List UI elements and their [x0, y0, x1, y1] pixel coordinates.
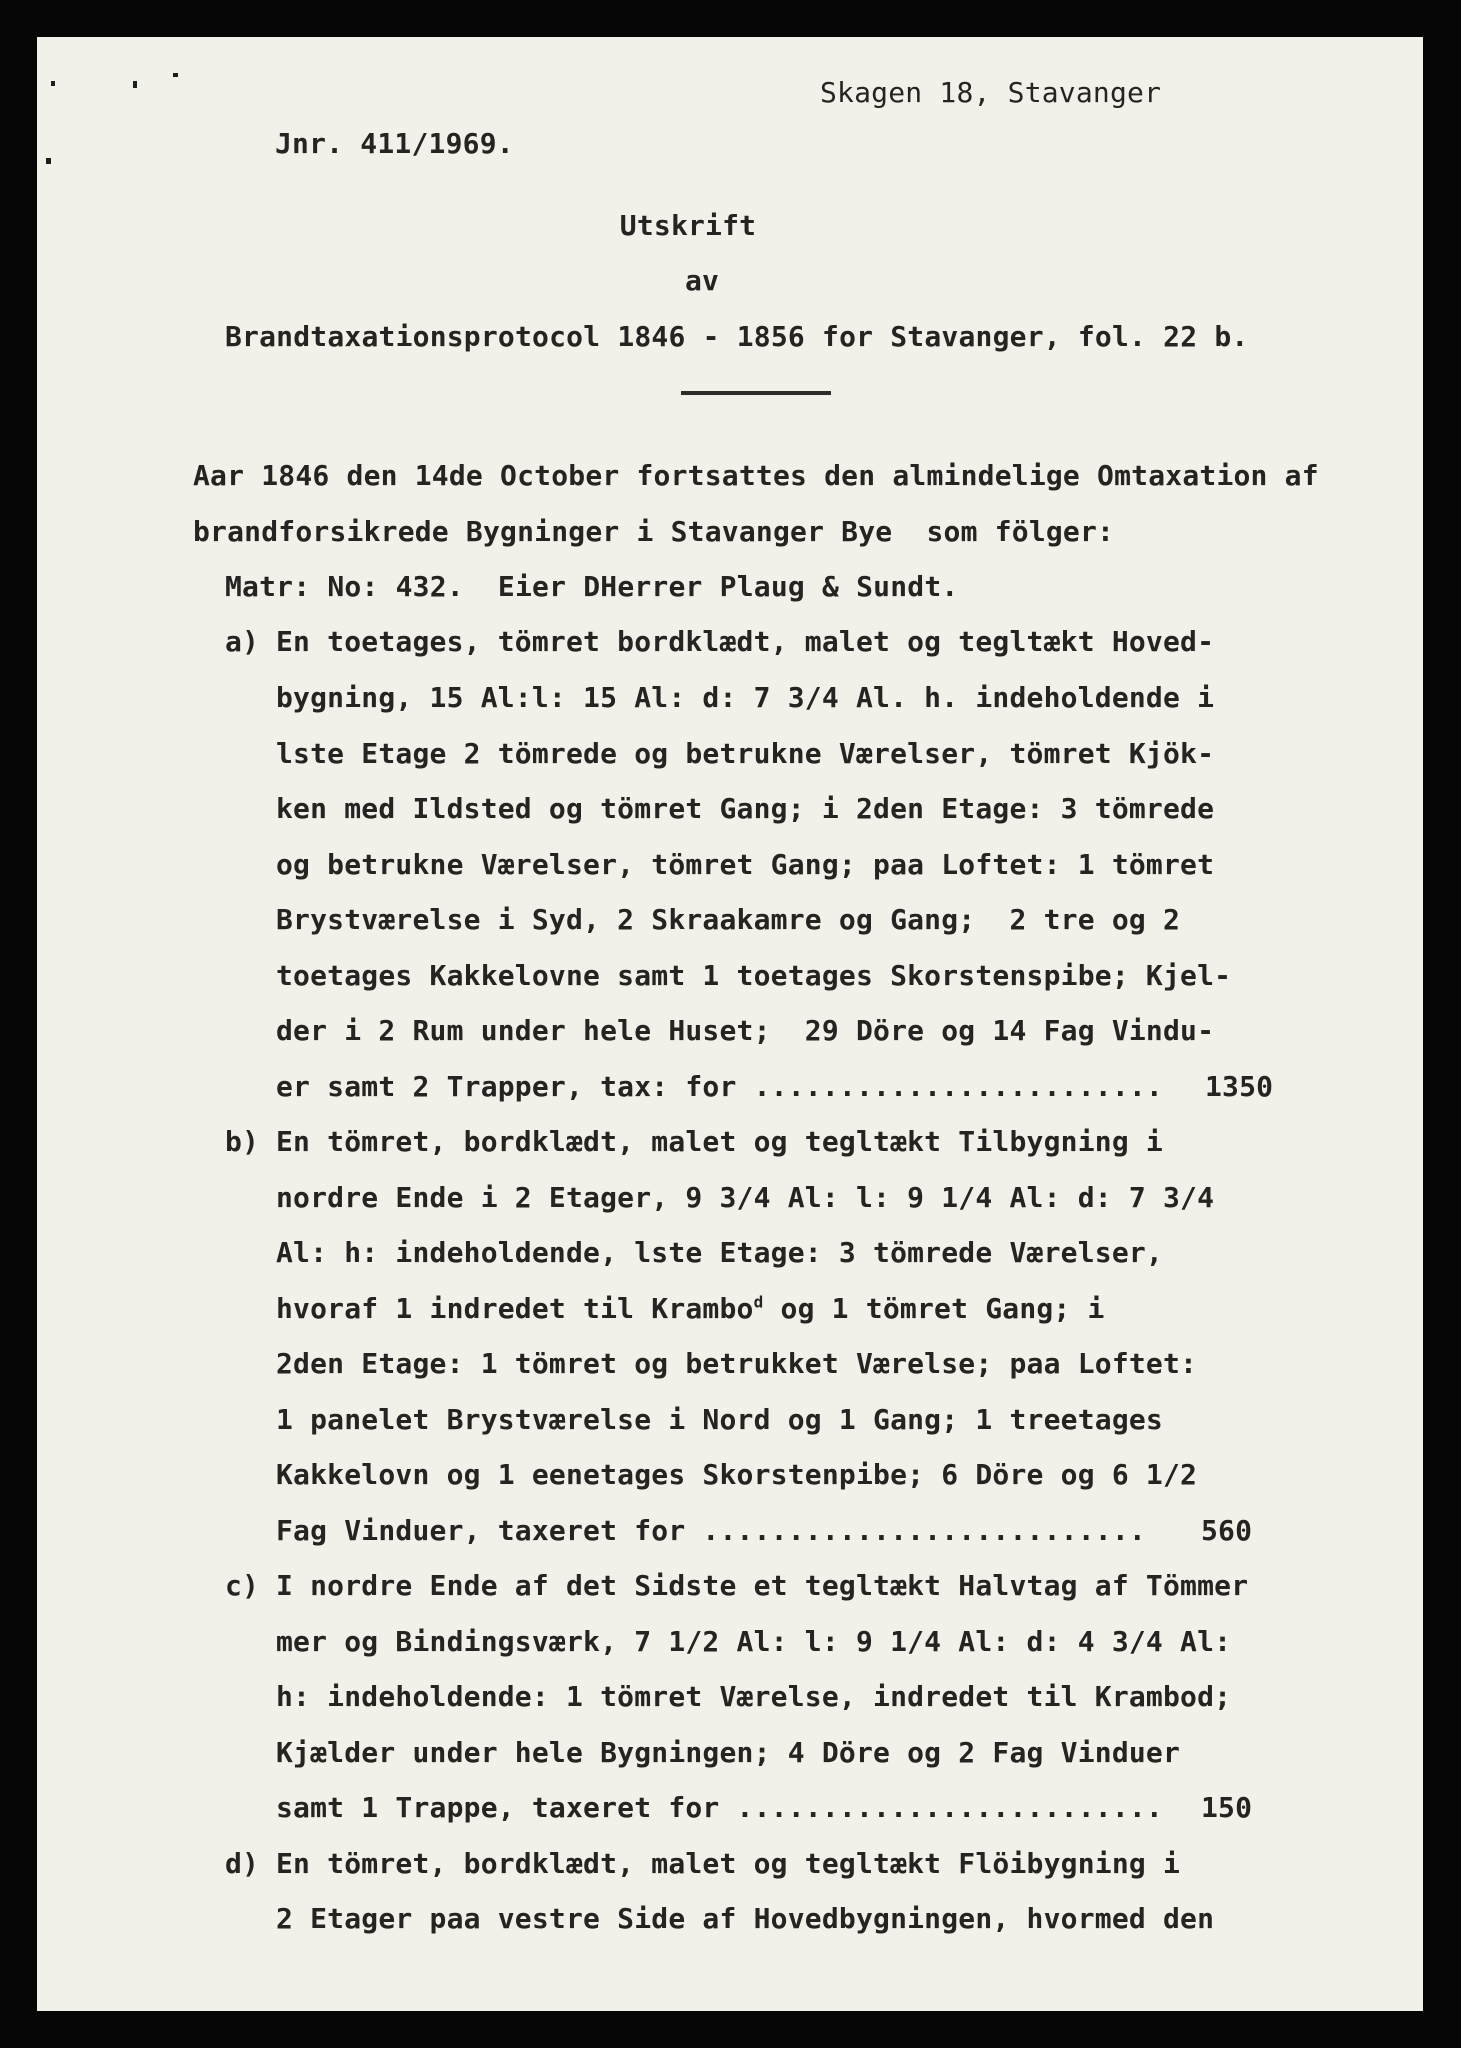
title-line-1: Utskrift: [619, 209, 757, 242]
item-c-amount: 150: [1201, 1791, 1253, 1824]
item-c-letter: c): [225, 1569, 260, 1602]
intro-line-2: brandforsikrede Bygninger i Stavanger Bye som fölger:: [193, 515, 1115, 548]
item-b-line: Kakkelovn og 1 eenetages Skorstenpibe; 6 Döre og 6 1/2: [276, 1458, 1198, 1491]
item-b-line: En tömret, bordklædt, malet og tegltækt Tilbygning i: [276, 1125, 1163, 1158]
item-a-line: er samt 2 Trapper, tax: for ........................: [276, 1070, 1163, 1103]
item-b-text: og 1 tömret Gang; i: [763, 1292, 1105, 1325]
item-a-line: Brystværelse i Syd, 2 Skraakamre og Gang; 2 tre og 2: [276, 903, 1181, 936]
item-b-superscript: d: [753, 1292, 764, 1312]
item-d-letter: d): [225, 1847, 260, 1880]
document-page: [37, 37, 1423, 2011]
item-d-line: 2 Etager paa vestre Side af Hovedbygningen, hvormed den: [276, 1902, 1215, 1935]
item-a-line: der i 2 Rum under hele Huset; 29 Döre og 14 Fag Vindu-: [276, 1014, 1215, 1047]
intro-line-1: Aar 1846 den 14de October fortsattes den almindelige Omtaxation af: [193, 459, 1319, 492]
item-b-line: Fag Vinduer, taxeret for ..........................: [276, 1514, 1146, 1547]
item-b-letter: b): [225, 1125, 260, 1158]
item-a-line: En toetages, tömret bordklædt, malet og tegltækt Hoved-: [276, 625, 1215, 658]
edge-speck: [133, 81, 137, 88]
item-a-line: lste Etage 2 tömrede og betrukne Værelser, tömret Kjök-: [276, 737, 1215, 770]
item-b-line: [276, 1291, 1105, 1327]
item-b-line: nordre Ende i 2 Etager, 9 3/4 Al: l: 9 1/4 Al: d: 7 3/4: [276, 1181, 1215, 1214]
item-b-amount: 560: [1201, 1514, 1253, 1547]
edge-speck: [46, 158, 51, 164]
edge-speck: [173, 73, 178, 77]
item-b-text: hvoraf 1 indredet til Krambo: [276, 1292, 754, 1325]
item-d-line: En tömret, bordklædt, malet og tegltækt Flöibygning i: [276, 1847, 1181, 1880]
item-a-line: bygning, 15 Al:l: 15 Al: d: 7 3/4 Al. h. indeholdende i: [276, 681, 1215, 714]
item-b-line: Al: h: indeholdende, lste Etage: 3 tömrede Værelser,: [276, 1236, 1163, 1269]
journal-number: Jnr. 411/1969.: [275, 127, 514, 160]
intro-line-3: Matr: No: 432. Eier DHerrer Plaug & Sundt.: [225, 570, 959, 603]
item-c-line: h: indeholdende: 1 tömret Værelse, indredet til Krambod;: [276, 1680, 1232, 1713]
item-c-line: mer og Bindingsværk, 7 1/2 Al: l: 9 1/4 Al: d: 4 3/4 Al:: [276, 1625, 1232, 1658]
item-b-line: 1 panelet Brystværelse i Nord og 1 Gang; 1 treetages: [276, 1403, 1163, 1436]
item-c-line: samt 1 Trappe, taxeret for .........................: [276, 1791, 1163, 1824]
item-a-amount: 1350: [1205, 1070, 1274, 1103]
item-a-line: og betrukne Værelser, tömret Gang; paa Loftet: 1 tömret: [276, 848, 1215, 881]
title-rule: [681, 391, 831, 395]
title-line-2: av: [684, 264, 720, 297]
item-c-line: Kjælder under hele Bygningen; 4 Döre og 2 Fag Vinduer: [276, 1736, 1181, 1769]
item-a-line: ken med Ildsted og tömret Gang; i 2den Etage: 3 tömrede: [276, 792, 1215, 825]
title-line-3: Brandtaxationsprotocol 1846 - 1856 for Stavanger, fol. 22 b.: [225, 320, 1249, 353]
item-a-line: toetages Kakkelovne samt 1 toetages Skorstenspibe; Kjel-: [276, 959, 1232, 992]
item-a-letter: a): [225, 625, 260, 658]
address-line: Skagen 18, Stavanger: [820, 76, 1162, 109]
item-b-line: 2den Etage: 1 tömret og betrukket Værelse; paa Loftet:: [276, 1347, 1198, 1380]
item-c-line: I nordre Ende af det Sidste et tegltækt Halvtag af Tömmer: [276, 1569, 1249, 1602]
edge-speck: [51, 81, 55, 86]
